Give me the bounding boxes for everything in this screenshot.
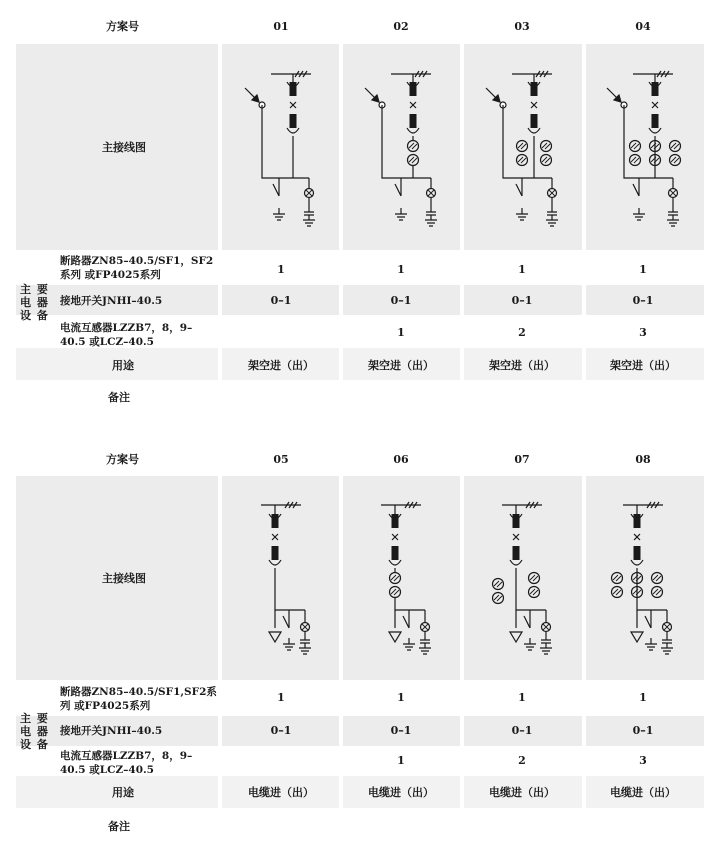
breaker-value: 1 — [518, 263, 526, 276]
diagram-01 — [245, 71, 315, 226]
breaker-row-label: 断路器ZN85–40.5/SF1，SF2系列 或FP4025系列 — [60, 255, 214, 281]
usage-label: 用途 — [112, 786, 134, 799]
diagram-07 — [493, 502, 553, 654]
remarks-label: 备注 — [108, 391, 130, 404]
breaker-value: 1 — [397, 691, 405, 704]
ct-value: 2 — [518, 754, 526, 767]
earthing-switch-value: 0–1 — [390, 724, 412, 737]
scheme-number: 06 — [393, 453, 409, 466]
diagram-05 — [261, 502, 311, 654]
earthing-switch-value: 0–1 — [511, 294, 533, 307]
diagram-08 — [612, 502, 674, 654]
earthing-switch-value: 0–1 — [390, 294, 412, 307]
earthing-switch-value: 0–1 — [270, 724, 292, 737]
usage-label: 用途 — [112, 359, 134, 372]
scheme-number: 08 — [635, 453, 651, 466]
scheme-number: 05 — [273, 453, 289, 466]
usage-value: 电缆进（出） — [610, 786, 676, 799]
usage-value: 电缆进（出） — [248, 786, 314, 799]
main-equipment-label: 主 要 电 器 设 备 — [20, 712, 49, 751]
earthing-switch-row-label: 接地开关JNHI–40.5 — [60, 725, 163, 737]
ct-value: 2 — [518, 326, 526, 339]
breaker-value: 1 — [639, 263, 647, 276]
scheme-number: 02 — [393, 20, 409, 33]
ct-row-label: 电流互感器LZZB7，8，9–40.5 或LCZ–40.5 — [60, 750, 193, 776]
breaker-value: 1 — [639, 691, 647, 704]
usage-value: 架空进（出） — [489, 359, 555, 372]
earthing-switch-value: 0–1 — [632, 294, 654, 307]
scheme-number: 07 — [514, 453, 530, 466]
ct-value: 3 — [639, 326, 647, 339]
ct-value: 1 — [397, 754, 405, 767]
scheme-number: 03 — [514, 20, 530, 33]
earthing-switch-value: 0–1 — [632, 724, 654, 737]
diagram-03 — [486, 71, 558, 226]
diagram-04 — [607, 71, 681, 226]
breaker-value: 1 — [397, 263, 405, 276]
scheme-number: 01 — [273, 20, 289, 33]
diagram-label: 主接线图 — [102, 572, 146, 585]
usage-value: 电缆进（出） — [489, 786, 555, 799]
breaker-value: 1 — [277, 263, 285, 276]
earthing-switch-value: 0–1 — [270, 294, 292, 307]
usage-value: 架空进（出） — [248, 359, 314, 372]
ct-value: 3 — [639, 754, 647, 767]
diagram-06 — [381, 502, 431, 654]
ct-row-label: 电流互感器LZZB7，8，9–40.5 或LCZ–40.5 — [60, 322, 193, 348]
earthing-switch-row-label: 接地开关JNHI–40.5 — [60, 295, 163, 307]
usage-value: 架空进（出） — [368, 359, 434, 372]
diagram-label: 主接线图 — [102, 141, 146, 154]
breaker-value: 1 — [518, 691, 526, 704]
ct-value: 1 — [397, 326, 405, 339]
breaker-row-label: 断路器ZN85–40.5/SF1,SF2系列 或FP4025系列 — [60, 686, 217, 712]
usage-value: 架空进（出） — [610, 359, 676, 372]
main-equipment-label: 主 要 电 器 设 备 — [20, 283, 49, 322]
scheme-header-label: 方案号 — [106, 453, 139, 466]
usage-value: 电缆进（出） — [368, 786, 434, 799]
breaker-value: 1 — [277, 691, 285, 704]
diagram-02 — [365, 71, 437, 226]
scheme-number: 04 — [635, 20, 651, 33]
remarks-label: 备注 — [108, 820, 130, 833]
scheme-header-label: 方案号 — [106, 20, 139, 33]
earthing-switch-value: 0–1 — [511, 724, 533, 737]
